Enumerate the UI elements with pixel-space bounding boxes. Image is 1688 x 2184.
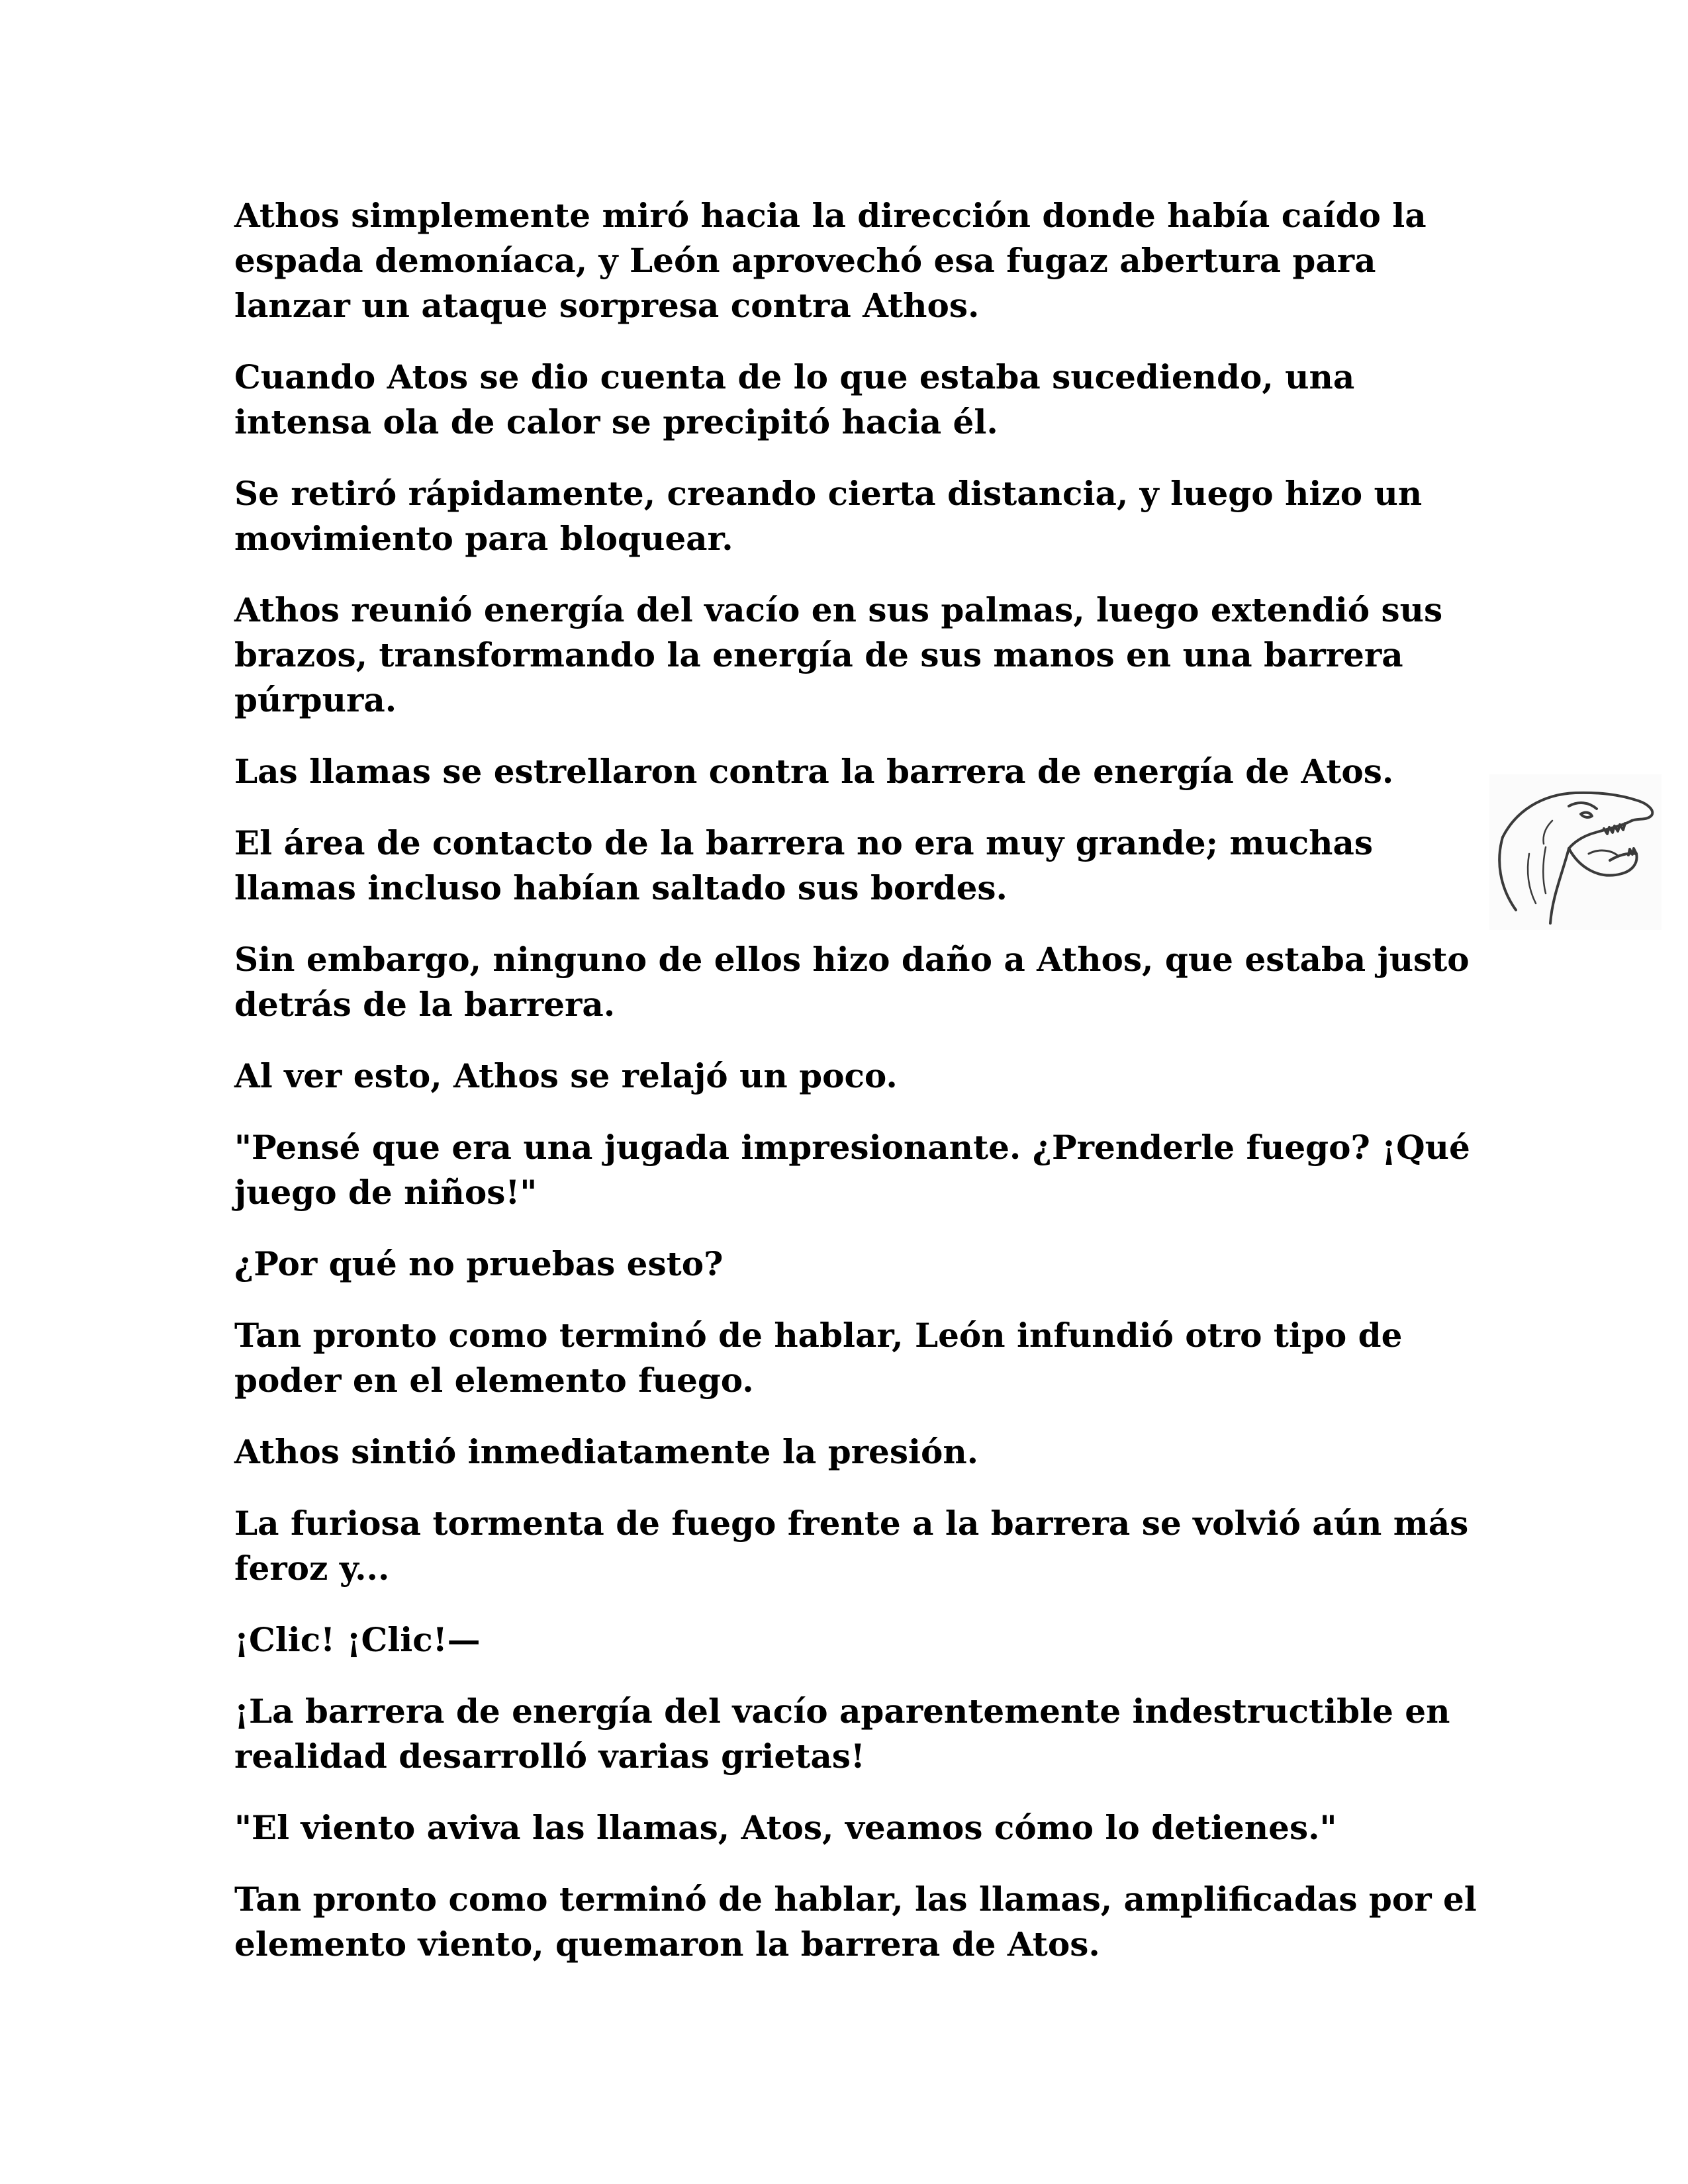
paragraph-9: "Pensé que era una jugada impresionante. ¿Prenderle fuego? ¡Qué juego de niños!"	[234, 1128, 1470, 1212]
paragraph-2: Cuando Atos se dio cuenta de lo que estaba sucediendo, una intensa ola de calor se precipitó hacia él.	[234, 357, 1355, 441]
paragraph-15: ¡La barrera de energía del vacío aparentemente indestructible en realidad desarrolló varias grietas!	[234, 1692, 1450, 1776]
paragraph-16: "El viento aviva las llamas, Atos, veamos cómo lo detienes."	[234, 1808, 1337, 1847]
paragraph-5: Las llamas se estrellaron contra la barrera de energía de Atos.	[234, 752, 1394, 791]
paragraph-17: Tan pronto como terminó de hablar, las llamas, amplificadas por el elemento viento, quemaron la barrera de Atos.	[234, 1880, 1477, 1964]
paragraph-14: ¡Clic! ¡Clic!—	[234, 1620, 481, 1659]
paragraph-3: Se retiró rápidamente, creando cierta distancia, y luego hizo un movimiento para bloquear.	[234, 474, 1423, 558]
paragraph-10: ¿Por qué no pruebas esto?	[234, 1244, 724, 1283]
body-text	[234, 193, 1479, 1993]
paragraph-12: Athos sintió inmediatamente la presión.	[234, 1432, 979, 1471]
paragraph-6: El área de contacto de la barrera no era muy grande; muchas llamas incluso habían saltado sus bordes.	[234, 823, 1374, 907]
paragraph-7: Sin embargo, ninguno de ellos hizo daño a Athos, que estaba justo detrás de la barrera.	[234, 940, 1470, 1024]
paragraph-8: Al ver esto, Athos se relajó un poco.	[234, 1056, 898, 1095]
paragraph-11: Tan pronto como terminó de hablar, León infundió otro tipo de poder en el elemento fuego.	[234, 1316, 1403, 1400]
paragraph-1: Athos simplemente miró hacia la dirección donde había caído la espada demoníaca, y León aprovechó esa fugaz abertura para lanzar un ataque sorpresa contra Athos.	[234, 196, 1427, 325]
dinosaur-head-icon	[1489, 774, 1662, 930]
paragraph-4: Athos reunió energía del vacío en sus palmas, luego extendió sus brazos, transformando la energía de sus manos en una barrera púrpura.	[234, 590, 1443, 719]
paragraph-13: La furiosa tormenta de fuego frente a la barrera se volvió aún más feroz y...	[234, 1504, 1469, 1588]
